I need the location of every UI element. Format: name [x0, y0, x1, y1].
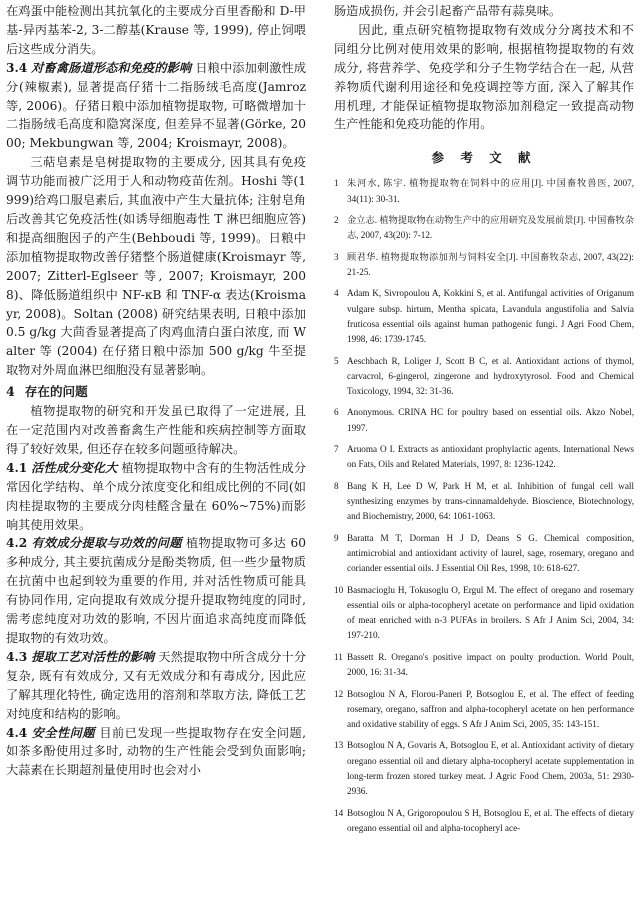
section-number: 4.1 — [6, 460, 28, 475]
reference-number: 9 — [334, 532, 339, 543]
reference-number: 11 — [334, 651, 343, 662]
section-title: 存在的问题 — [24, 384, 88, 400]
reference-number: 7 — [334, 444, 339, 455]
section-4-1 — [6, 459, 306, 535]
section-3-4 — [6, 59, 306, 154]
reference-item — [334, 531, 634, 577]
reference-text: Baratta M T, Dorman H J D, Deans S G. Chemical composition, antimicrobial and antioxidant activity of laurel, sage, rosemary, oregano and coriander essential oils. J Essential Oil Res, 1998, 10: 618-627. — [347, 532, 634, 574]
reference-text: Bassett R. Oregano's positive impact on poulty production. World Poult, 2000, 16: 31-34. — [347, 651, 634, 677]
references-heading: 参 考 文 献 — [431, 150, 537, 166]
reference-text: Bang K H, Lee D W, Park H M, et al. Inhibition of fungal cell wall synthesizing enzymes by trans-cinnamaldehyde. Bioscience, Biotechnology, and Biochemistry, 2000, 64: 1061-1063. — [347, 480, 634, 522]
section-title: 安全性问题 — [31, 725, 95, 740]
section-text: 日粮中添加刺激性成分(辣椒素), 显著提高仔猪十二指肠绒毛高度(Jamroz 等, 2006)。仔猪日粮中添加植物提取物, 可略微增加十二指肠绒毛高度和隐窝深度, 但差异不显著(Görke, 2000; Mekbungwan 等, 2004; Kroismayr, 2008)。 — [6, 60, 307, 151]
reference-text: Botsoglou N A, Grigoropoulou S H, Botsoglou E, et al. The effects of dietary oregano essential oil and alpha-tocopheryl ace- — [347, 807, 634, 833]
section-title: 对畜禽肠道形态和免疫的影响 — [31, 60, 192, 75]
reference-number: 14 — [334, 807, 344, 818]
section-4-4 — [6, 724, 306, 781]
reference-item — [334, 354, 634, 400]
reference-item — [334, 479, 634, 525]
section-text: 植物提取物中含有的生物活性成分常因化学结构、单个成分浓度变化和组成比例的不同(如肉桂提取物的主要成分肉桂醛含量在 60%~75%)而影响其使用效果。 — [6, 460, 307, 532]
reference-number: 12 — [334, 688, 344, 699]
section-4-heading — [6, 382, 306, 402]
section-title: 活性成分变化大 — [31, 460, 118, 475]
reference-list — [334, 176, 634, 836]
reference-number: 5 — [334, 355, 339, 366]
reference-number: 10 — [334, 584, 344, 595]
reference-text: Anonymous. CRINA HC for poultry based on essential oils. Akzo Nobel, 1997. — [347, 407, 634, 433]
reference-text: Basmacioglu H, Tokusoglu O, Ergul M. The effect of oregano and rosemary essential oils or alpha-tocopheryl acetate on performance and lipid oxidation of meat enriched with n-3 PUFAs in broilers. S Afr J Anim Sci, 2004, 34: 197-210. — [347, 584, 634, 641]
section-number: 4 — [6, 384, 15, 400]
paragraph: 因此, 重点研究植物提取物有效成分分离技术和不同组分比例对使用效果的影响, 根据植物提取物的有效成分, 将营养学、免疫学和分子生物学结合在一起, 从营养物质代谢利用途径和免疫调控等方面, 深入了解其作用机理, 才能保证植物提取物添加剂稳定一致提高动物生产性能和免疫功能的作用。 — [334, 22, 634, 132]
reference-text: 金立志. 植物提取物在动物生产中的应用研究及发展前景[J]. 中国畜牧杂志, 2007, 43(20): 7-12. — [347, 215, 634, 241]
reference-item — [334, 806, 634, 836]
reference-text: Botsoglou N A, Govaris A, Botsoglou E, et al. Antioxidant activity of dietary oregano essential oil and dietary alpha-tocopheryl acetate supplementation in long-term frozen stored turkey meat. J Agric Food Chem, 2003a, 51: 2930-2936. — [347, 740, 634, 797]
reference-text: Aeschbach R, Loliger J, Scott B C, et al. Antioxidant actions of thymol, carvacrol, 6-gingerol, zingerone and hydroxytyrosol. Food and Chemical Toxicology, 1994, 32: 31-36. — [347, 355, 634, 396]
section-text: 天然提取物中所含成分十分复杂, 既有有效成分, 又有无效成分和有毒成分, 因此应了解其理化特性, 确定选用的溶剂和萃取方法, 降低工艺对纯度和结构的影响。 — [6, 649, 307, 721]
reference-item — [334, 250, 634, 280]
reference-item — [334, 583, 634, 644]
paragraph: 三萜皂素是皂树提取物的主要成分, 因其具有免疫调节功能而被广泛用于人和动物疫苗佐剂。Hoshi 等(1999)给鸡口服皂素后, 其血液中产生大量抗体; 注射皂角后改善其它免疫活性(如诱导细胞毒性 T 淋巴细胞应答)和提高细胞因子的产生(Behboudi 等, 1999)。日粮中添加植物提取物改善仔猪整个肠道健康(Kroismayr 等, 2007; Zitterl-Eglseer 等, 2007; Kroismayr, 2008)、降低肠道组织中 NF-κB 和 TNF-α 表达(Kroismayr, 2008)。Soltan (2008) 研究结果表明, 日粮中添加 0.5 g/kg 大茴香显著提高了肉鸡血清白蛋白浓度, 而 Walter 等 (2004) 在仔猪日粮中添加 500 g/kg 牛至提取物对外周血淋巴细胞没有显著影响。 — [6, 155, 306, 378]
reference-item — [334, 213, 634, 243]
reference-text: 朱河水, 陈宇. 植物提取物在饲料中的应用[J]. 中国畜牧兽医, 2007, 34(11): 30-31. — [347, 178, 634, 204]
right-column — [334, 2, 634, 842]
reference-item — [334, 650, 634, 680]
reference-number: 1 — [334, 178, 339, 189]
reference-number: 6 — [334, 407, 339, 418]
reference-number: 13 — [334, 740, 344, 751]
paragraph: 植物提取物的研究和开发虽已取得了一定进展, 且在一定范围内对改善畜禽生产性能和疾病控制等方面取得了较好效果, 但还存在较多问题亟待解决。 — [6, 404, 306, 456]
section-number: 4.3 — [6, 649, 28, 664]
section-text: 植物提取物可多达 60 多种成分, 其主要抗菌成分是酚类物质, 但一些少量物质在抗菌中也起到较为重要的作用, 并对活性物质可能具有协同作用, 定向提取有效成分提升提取物纯度的同时, 需考虑纯度对功效的影响, 不因片面追求高纯度而降低提取物的有效功效。 — [6, 536, 307, 645]
section-4-3 — [6, 648, 306, 724]
reference-item — [334, 405, 634, 435]
section-number: 4.4 — [6, 725, 28, 740]
reference-text: Aruoma O I. Extracts as antioxidant prophylactic agents. International News on Fats, Oils and Related Materials, 1997, 8: 1236-1242. — [347, 444, 634, 470]
reference-text: 顾君华. 植物提取物添加剂与饲料安全[J]. 中国畜牧杂志, 2007, 43(22): 21-25. — [347, 251, 634, 277]
section-4-2 — [6, 534, 306, 647]
section-number: 3.4 — [6, 60, 28, 75]
reference-text: Botsoglou N A, Florou-Paneri P, Botsoglou E, et al. The effect of feeding rosemary, oregano, saffron and alpha-tocopheryl acetate on hen performance and oxidative stability of eggs. S Afr J Anim Sci, 2005, 35: 143-151. — [347, 688, 634, 729]
section-text: 目前已发现一些提取物存在安全问题, 如茶多酚使用过多时, 动物的生产性能会受到负面影响; 大蒜素在长期超剂量使用时也会对小 — [6, 725, 307, 778]
reference-item — [334, 176, 634, 206]
reference-number: 2 — [334, 215, 339, 226]
reference-item — [334, 687, 634, 733]
paragraph: 肠造成损伤, 并会引起畜产品带有蒜臭味。 — [334, 4, 562, 18]
reference-item — [334, 442, 634, 472]
reference-item — [334, 286, 634, 347]
paragraph: 在鸡蛋中能检测出其抗氧化的主要成分百里香酚和 D-甲基-异丙基苯-2, 3-二醇基(Krause 等, 1999), 停止饲喂后这些成分消失。 — [6, 4, 306, 56]
reference-number: 8 — [334, 480, 339, 491]
reference-text: Adam K, Sivropoulou A, Kokkini S, et al. Antifungal activities of Origanum vulgare subsp. hirtum, Mentha spicata, Lavandula angustifolia and Salvia fruticosa essential oils against human pathogenic fungi. J Agri Food Chem, 1998, 46: 1739-1745. — [347, 288, 634, 345]
section-number: 4.2 — [6, 536, 28, 551]
section-title: 有效成分提取与功效的问题 — [31, 536, 182, 551]
reference-number: 3 — [334, 251, 339, 262]
left-column — [6, 2, 306, 780]
section-title: 提取工艺对活性的影响 — [31, 649, 155, 664]
reference-number: 4 — [334, 288, 339, 299]
reference-item — [334, 738, 634, 799]
